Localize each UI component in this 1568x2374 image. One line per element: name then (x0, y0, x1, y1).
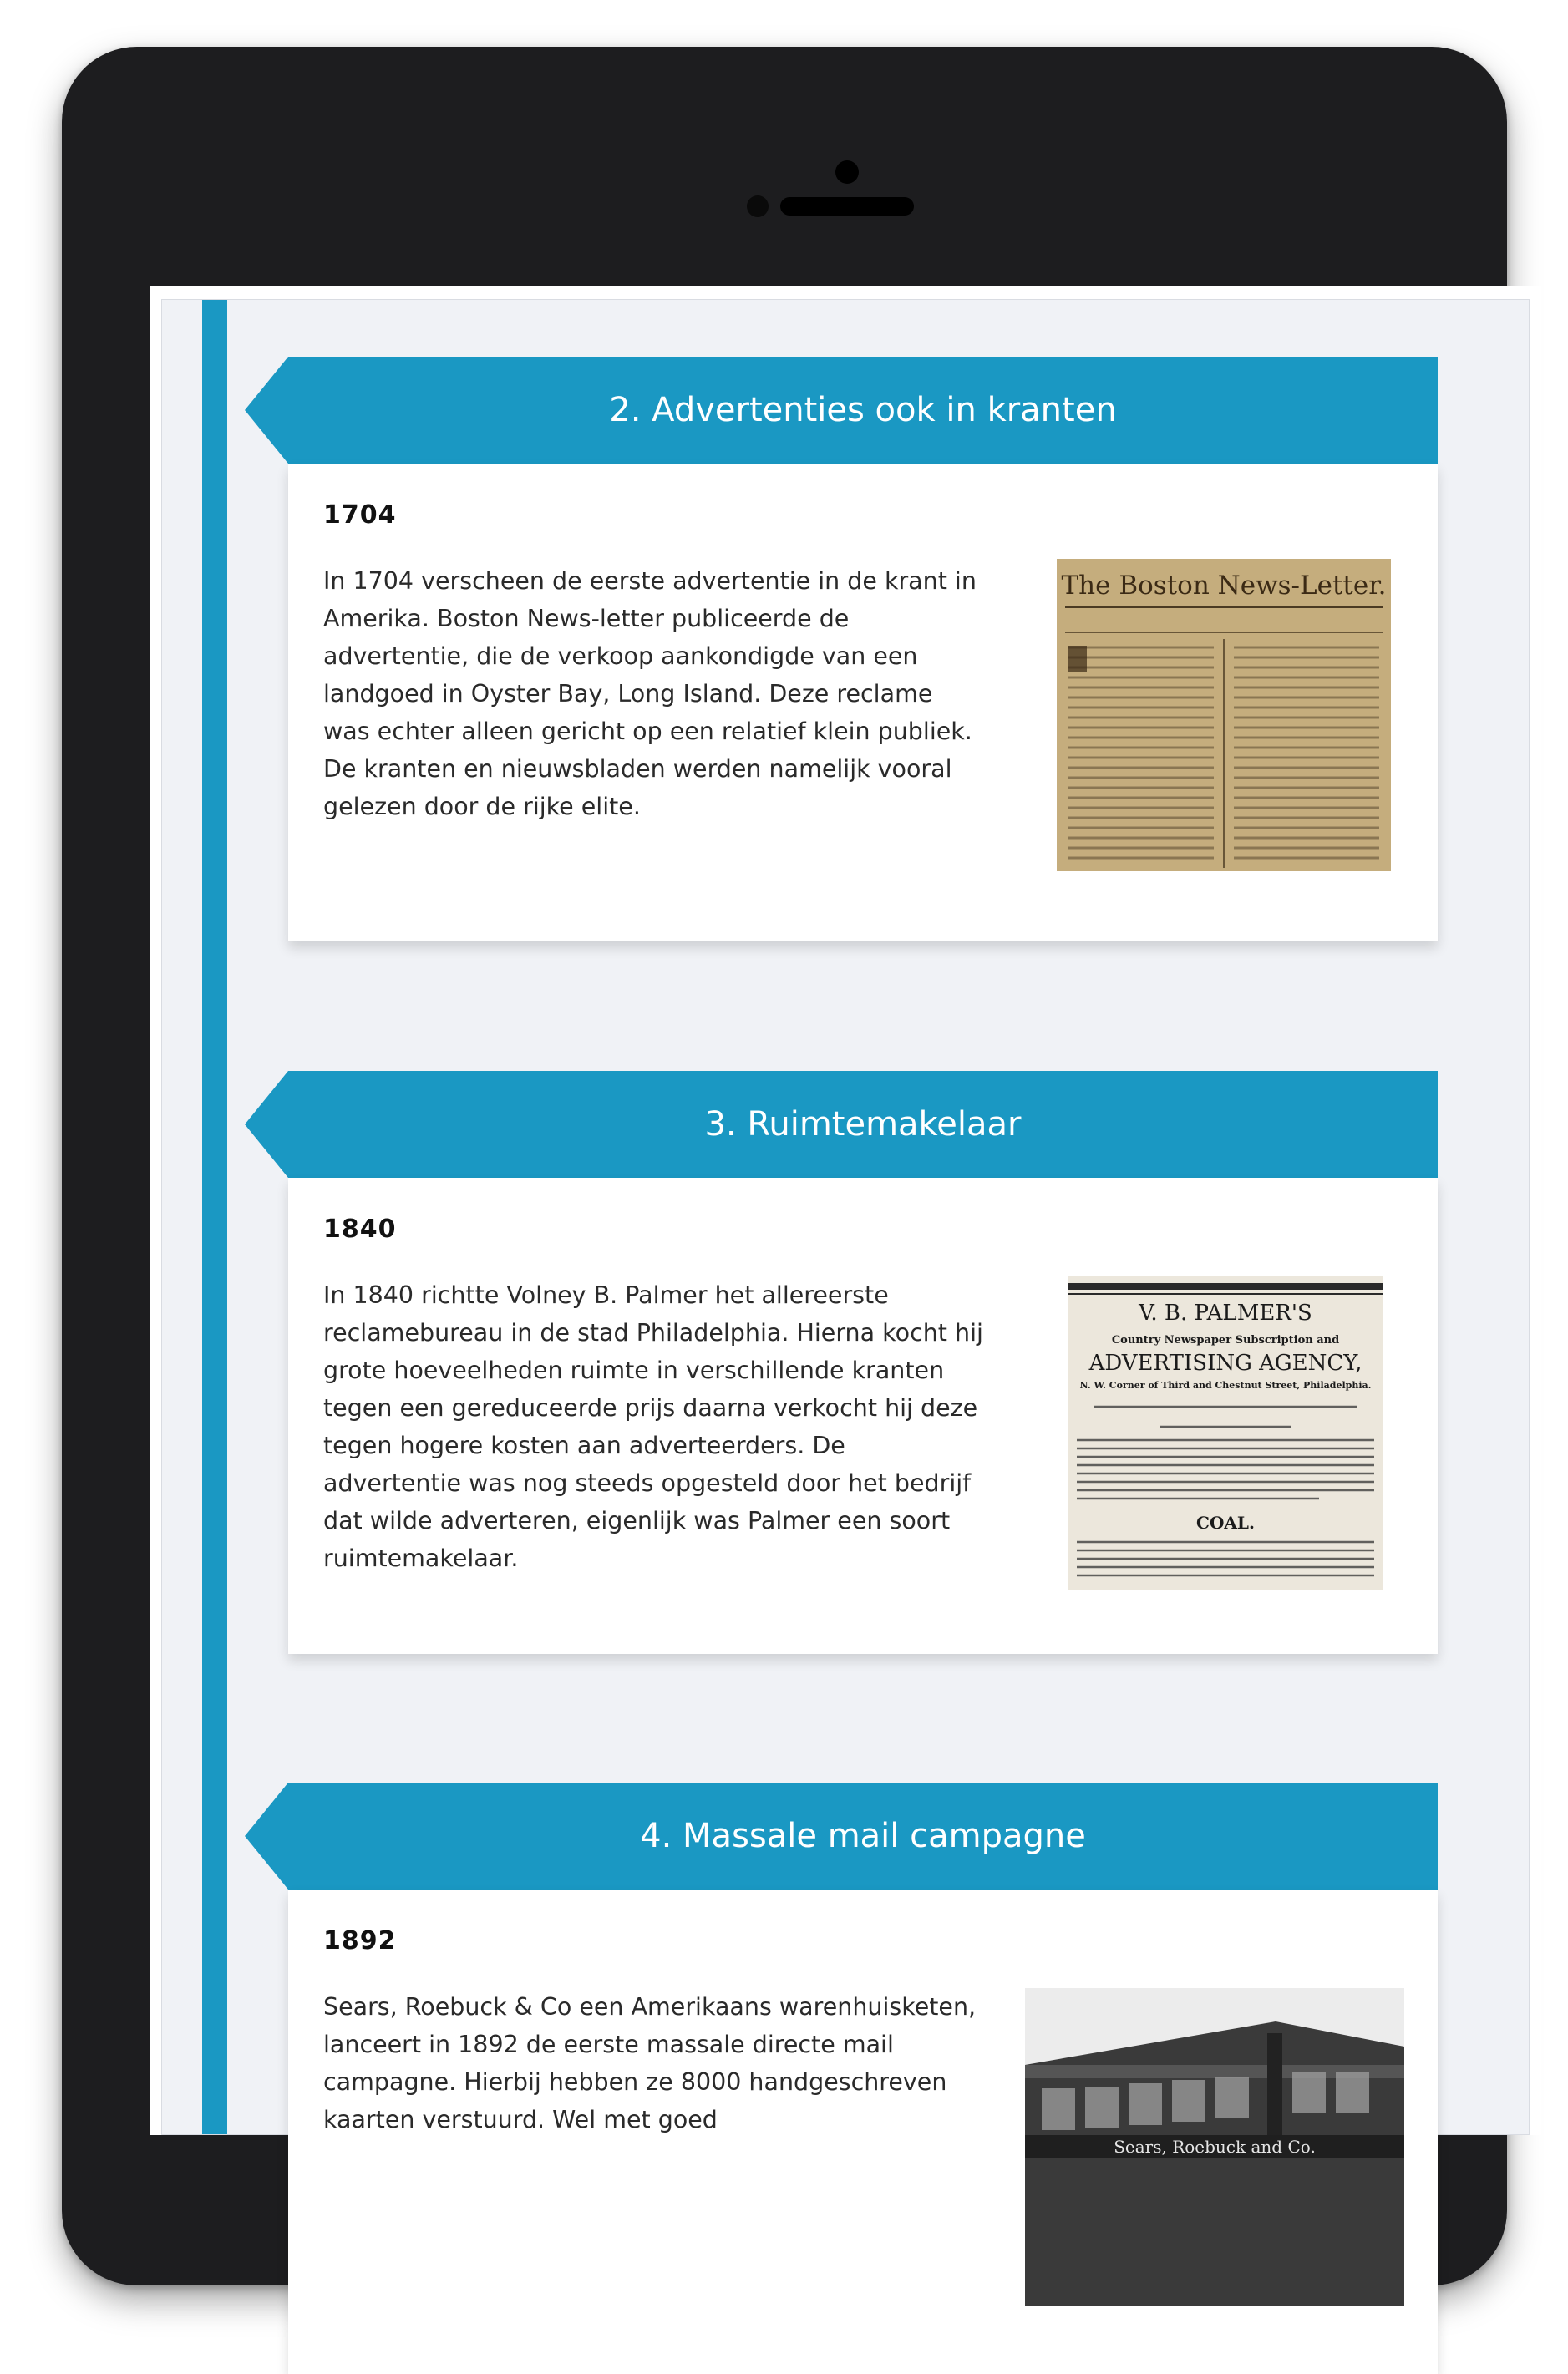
timeline-page[interactable] (161, 299, 1530, 2157)
sears-building-image (1025, 1988, 1404, 2306)
card-body (288, 464, 1438, 941)
timeline-line (202, 300, 227, 2134)
timeline-card-advertenties (288, 357, 1438, 941)
speaker-grille (780, 197, 914, 216)
tablet-frame (62, 47, 1507, 2285)
card-year: 1840 (323, 1215, 397, 1244)
ad-line-1: V. B. PALMER'S (1139, 1301, 1312, 1326)
card-text: In 1840 richtte Volney B. Palmer het allereerste reclamebureau in de stad Philadelphia. Hierna kocht hij grote hoeveelheden ruimte in verschillende kranten tegen een gereduceerde prijs daarna verkocht hij deze tegen hogere kosten aan adverteerders. De advertentie was nog steeds opgesteld door het bedrijf dat wilde adverteren, eigenlijk was Palmer een soort ruimtemakelaar. (323, 1281, 983, 1572)
tablet-screen (150, 286, 1541, 2157)
card-body (288, 1890, 1438, 2374)
card-year: 1704 (323, 500, 397, 530)
card-body (288, 1178, 1438, 1654)
building-sign: Sears, Roebuck and Co. (1114, 2137, 1316, 2157)
newspaper-image (1057, 559, 1391, 871)
newspaper-caption: The Boston News-Letter. (1061, 571, 1387, 601)
card-text: In 1704 verscheen de eerste advertentie in de krant in Amerika. Boston News-letter publiceerde de advertentie, die de verkoop aankondigde van een landgoed in Oyster Bay, Long Island. Deze reclame was echter alleen gericht op een relatief klein publiek. De kranten en nieuwsbladen werden namelijk vooral gelezen door de rijke elite. (323, 567, 977, 820)
advertising-agency-image (1068, 1276, 1383, 1590)
ad-line-3: ADVERTISING AGENCY, (1088, 1351, 1362, 1376)
sensor-icon (747, 195, 769, 217)
ad-line-4: N. W. Corner of Third and Chestnut Street, Philadelphia. (1079, 1380, 1372, 1391)
camera-icon (835, 160, 859, 184)
card-year: 1892 (323, 1926, 397, 1956)
timeline-card-massale-mail (288, 1783, 1438, 2374)
ad-line-5: COAL. (1196, 1513, 1255, 1533)
ad-line-2: Country Newspaper Subscription and (1111, 1334, 1340, 1347)
card-title: 2. Advertenties ook in kranten (288, 357, 1438, 464)
card-title: 3. Ruimtemakelaar (288, 1071, 1438, 1178)
card-title: 4. Massale mail campagne (288, 1783, 1438, 1890)
timeline-card-ruimtemakelaar (288, 1071, 1438, 1654)
card-text: Sears, Roebuck & Co een Amerikaans warenhuisketen, lanceert in 1892 de eerste massale directe mail campagne. Hierbij hebben ze 8000 handgeschreven kaarten verstuurd. Wel met goed (323, 1993, 977, 2133)
